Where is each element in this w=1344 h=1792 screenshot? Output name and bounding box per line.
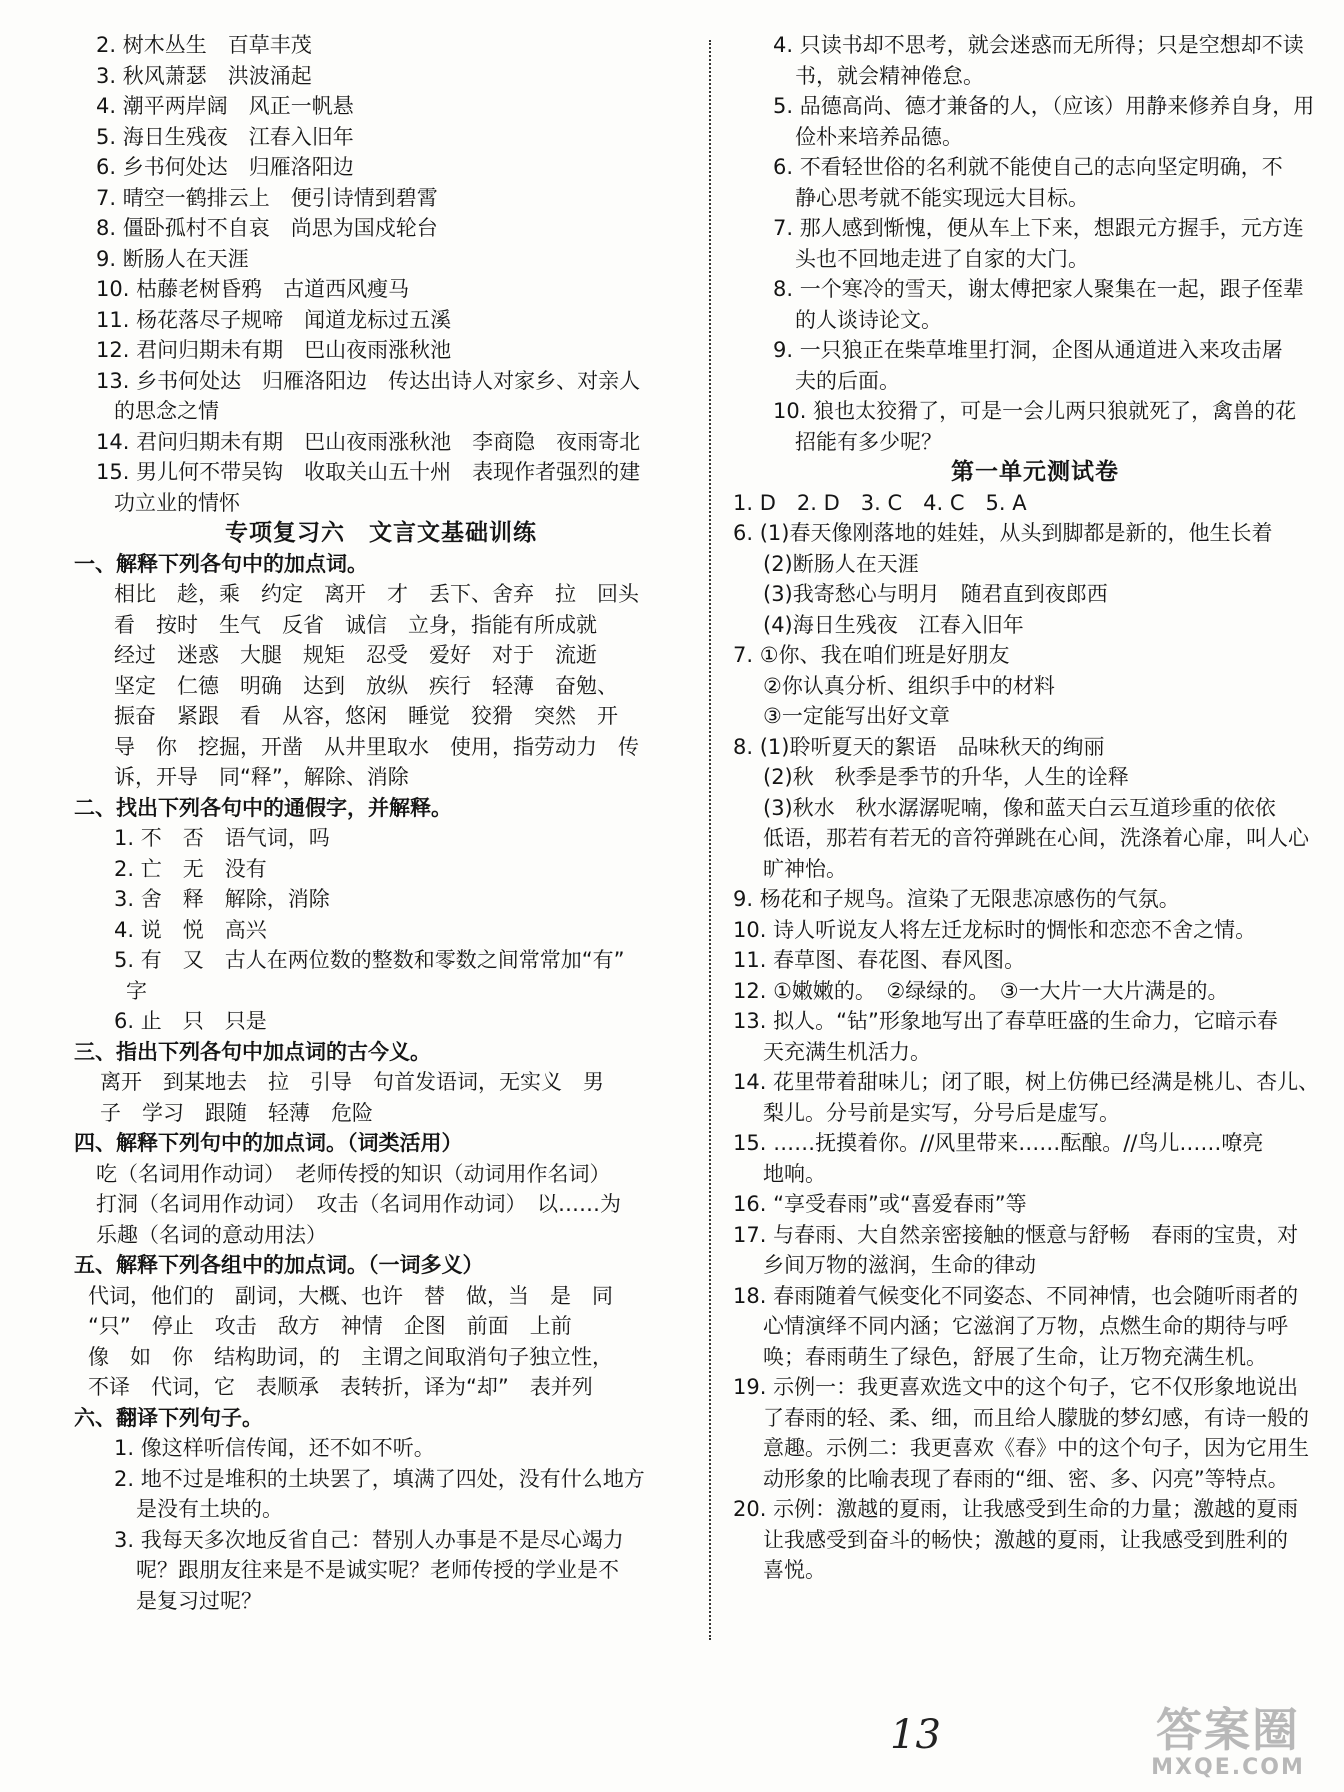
answer-line: 19. 示例一：我更喜欢选文中的这个句子，它不仅形象地说出 (733, 1375, 1299, 1399)
watermark-url: MXQE.COM (1151, 1755, 1305, 1780)
answer-line: 13. 拟人。“钻”形象地写出了春草旺盛的生命力，它暗示春 (733, 1009, 1278, 1033)
answer-line: (3)我寄愁心与明月 随君直到夜郎西 (763, 582, 1108, 606)
answer-line: 动形象的比喻表现了春雨的“细、密、多、闪亮”等特点。 (763, 1466, 1289, 1491)
answer-line: 子 学习 跟随 轻薄 危险 (100, 1100, 373, 1125)
answer-line: 6. 不看轻世俗的名利就不能使自己的志向坚定明确，不 (773, 155, 1283, 179)
answer-line: 14. 花里带着甜味儿；闭了眼，树上仿佛已经满是桃儿、杏儿、 (733, 1070, 1320, 1094)
answer-line: 6. 止 只 只是 (114, 1009, 267, 1033)
answer-line: 招能有多少呢？ (795, 429, 942, 454)
answer-line: 1. 不 否 语气词，吗 (114, 826, 330, 850)
answer-line: 2. 树木丛生 百草丰茂 (96, 33, 312, 57)
page-number: 13 (890, 1712, 941, 1758)
answer-line: 17. 与春雨、大自然亲密接触的惬意与舒畅 春雨的宝贵，对 (733, 1222, 1299, 1247)
answer-line: 2. 亡 无 没有 (114, 856, 267, 881)
answer-line: 字 (126, 978, 147, 1003)
answer-line: 2. 地不过是堆积的土块罢了，填满了四处，没有什么地方 (114, 1466, 645, 1491)
answer-line: 3. 我每天多次地反省自己：替别人办事是不是尽心竭力 (114, 1527, 624, 1552)
answer-line: 8. 僵卧孤村不自哀 尚思为国戍轮台 (96, 216, 438, 240)
answer-line: 不译 代词，它 表顺承 表转折，译为“却” 表并列 (88, 1375, 593, 1399)
answer-line: 7. ①你、我在咱们班是好朋友 (733, 643, 1010, 667)
answer-line: 诉，开导 同“释”，解除、消除 (114, 765, 409, 789)
section-heading: 第一单元测试卷 (951, 458, 1119, 485)
answer-line: 是没有土块的。 (136, 1497, 283, 1521)
answer-line: 13. 乡书何处达 归雁洛阳边 传达出诗人对家乡、对亲人 (96, 368, 641, 393)
answer-line: 呢？跟朋友往来是不是诚实呢？老师传授的学业是不 (136, 1558, 619, 1582)
answer-line: 6. (1)春天像刚落地的娃娃，从头到脚都是新的，他生长着 (733, 521, 1273, 545)
answer-line: 9. 断肠人在天涯 (96, 246, 249, 271)
answer-line: 1. D 2. D 3. C 4. C 5. A (733, 490, 1027, 515)
answer-line: 经过 迷惑 大腿 规矩 忍受 爱好 对于 流逝 (114, 643, 597, 667)
watermark-logo (1128, 1704, 1328, 1784)
answer-line: 意趣。示例二：我更喜欢《春》中的这个句子，因为它用生 (763, 1436, 1309, 1460)
answer-line: 相比 趁，乘 约定 离开 才 丢下、舍弃 拉 回头 (114, 582, 639, 606)
answer-line: 功立业的情怀 (114, 490, 240, 515)
answer-line: 是复习过呢？ (136, 1588, 262, 1613)
answer-line: 书，就会精神倦怠。 (795, 63, 984, 88)
left-column (74, 30, 688, 1616)
answer-line: 9. 杨花和子规鸟。渲染了无限悲凉感伤的气氛。 (733, 887, 1180, 911)
answer-line: “只” 停止 攻击 敌方 神情 企图 前面 上前 (88, 1314, 572, 1338)
answer-line: 12. 君问归期未有期 巴山夜雨涨秋池 (96, 338, 452, 362)
answer-line: 5. 海日生残夜 江春入旧年 (96, 124, 354, 149)
question-heading: 四、解释下列句中的加点词。（词类活用） (74, 1131, 463, 1155)
answer-line: 天充满生机活力。 (763, 1039, 931, 1064)
answer-line: 代词，他们的 副词，大概、也许 替 做，当 是 同 (88, 1283, 613, 1308)
answer-line: 10. 狼也太狡猾了，可是一会儿两只狼就死了，禽兽的花 (773, 399, 1297, 423)
question-heading: 三、指出下列各句中加点词的古今义。 (74, 1039, 431, 1064)
answer-line: 3. 秋风萧瑟 洪波涌起 (96, 63, 312, 88)
answer-line: 11. 杨花落尽子规啼 闻道龙标过五溪 (96, 307, 452, 332)
answer-line: 6. 乡书何处达 归雁洛阳边 (96, 155, 354, 179)
question-heading: 五、解释下列各组中的加点词。（一词多义） (74, 1253, 484, 1277)
answer-line: 18. 春雨随着气候变化不同姿态、不同神情，也会随听雨者的 (733, 1283, 1299, 1308)
answer-line: 了春雨的轻、柔、细，而且给人朦胧的梦幻感，有诗一般的 (763, 1405, 1309, 1430)
answer-line: 梨儿。分号前是实写，分号后是虚写。 (763, 1100, 1120, 1125)
answer-line: 唤；春雨萌生了绿色，舒展了生命，让万物充满生机。 (763, 1344, 1267, 1369)
answer-line: 8. 一个寒冷的雪天，谢太傅把家人聚集在一起，跟子侄辈 (773, 277, 1304, 301)
answer-line: (4)海日生残夜 江春入旧年 (763, 612, 1024, 637)
answer-line: 的思念之情 (114, 399, 219, 423)
answer-line: 看 按时 生气 反省 诚信 立身，指能有所成就 (114, 612, 597, 637)
answer-line: 像 如 你 结构助词，的 主谓之间取消句子独立性， (88, 1344, 613, 1369)
answer-line: 4. 说 悦 高兴 (114, 917, 267, 942)
answer-line: 头也不回地走进了自家的大门。 (795, 246, 1089, 271)
answer-line: 乡间万物的滋润，生命的律动 (763, 1253, 1036, 1277)
answer-line: 喜悦。 (763, 1558, 826, 1582)
answer-line: 乐趣（名词的意动用法） (96, 1222, 327, 1247)
answer-line: (2)断肠人在天涯 (763, 551, 919, 576)
answer-line: 7. 晴空一鹤排云上 便引诗情到碧霄 (96, 185, 438, 210)
answer-line: 14. 君问归期未有期 巴山夜雨涨秋池 李商隐 夜雨寄北 (96, 429, 641, 454)
answer-line: 的人谈诗论文。 (795, 307, 942, 332)
answer-line: 低语，那若有若无的音符弹跳在心间，洗涤着心扉，叫人心 (763, 826, 1309, 850)
answer-line: 让我感受到奋斗的畅快；激越的夏雨，让我感受到胜利的 (763, 1527, 1288, 1552)
answer-line: 7. 那人感到惭愧，便从车上下来，想跟元方握手，元方连 (773, 216, 1304, 240)
question-heading: 二、找出下列各句中的通假字，并解释。 (74, 795, 452, 820)
answer-line: 5. 品德高尚、德才兼备的人，（应该）用静来修养自身，用 (773, 94, 1315, 118)
answer-line: ③一定能写出好文章 (763, 704, 950, 728)
answer-line: ②你认真分析、组织手中的材料 (763, 673, 1055, 698)
answer-line: 吃（名词用作动词） 老师传授的知识（动词用作名词） (96, 1161, 611, 1186)
answer-line: 心情演绎不同内涵；它滋润了万物，点燃生命的期待与呼 (763, 1314, 1288, 1338)
column-divider (709, 40, 711, 1640)
section-heading: 专项复习六 文言文基础训练 (225, 519, 537, 546)
answer-line: 16. “享受春雨”或“喜爱春雨”等 (733, 1192, 1027, 1216)
answer-line: 夫的后面。 (795, 368, 900, 393)
answer-line: (2)秋 秋季是季节的升华，人生的诠释 (763, 765, 1129, 789)
right-column (733, 30, 1337, 1586)
watermark-text: 答案圈 (1156, 1703, 1300, 1757)
answer-line: 打洞（名词用作动词） 攻击（名词用作动词） 以……为 (96, 1192, 621, 1216)
answer-line: 振奋 紧跟 看 从容，悠闲 睡觉 狡猾 突然 开 (114, 704, 618, 728)
answer-line: 4. 潮平两岸阔 风正一帆悬 (96, 94, 354, 118)
answer-line: 导 你 挖掘，开凿 从井里取水 使用，指劳动力 传 (114, 734, 639, 759)
question-heading: 六、翻译下列句子。 (74, 1405, 263, 1430)
answer-line: 10. 诗人听说友人将左迁龙标时的惆怅和恋恋不舍之情。 (733, 917, 1257, 942)
answer-line: 20. 示例：激越的夏雨，让我感受到生命的力量；激越的夏雨 (733, 1497, 1299, 1521)
answer-line: 旷神怡。 (763, 856, 847, 881)
answer-line: 11. 春草图、春花图、春风图。 (733, 948, 1026, 972)
answer-line: 12. ①嫩嫩的。 ②绿绿的。 ③一大片一大片满是的。 (733, 978, 1229, 1003)
answer-line: 15. 男儿何不带吴钩 收取关山五十州 表现作者强烈的建 (96, 460, 641, 484)
answer-line: 9. 一只狼正在柴草堆里打洞，企图从通道进入来攻击屠 (773, 338, 1283, 362)
answer-line: 坚定 仁德 明确 达到 放纵 疾行 轻薄 奋勉、 (114, 673, 618, 698)
answer-line: 静心思考就不能实现远大目标。 (795, 185, 1089, 210)
question-heading: 一、解释下列各句中的加点词。 (74, 551, 368, 576)
answer-line: 15. ……抚摸着你。//风里带来……酝酿。//鸟儿……嘹亮 (733, 1131, 1264, 1155)
answer-line: (3)秋水 秋水潺潺呢喃，像和蓝天白云互道珍重的依依 (763, 795, 1276, 820)
answer-line: 10. 枯藤老树昏鸦 古道西风瘦马 (96, 277, 410, 301)
answer-line: 地响。 (763, 1161, 826, 1186)
answer-line: 3. 舍 释 解除，消除 (114, 887, 330, 911)
answer-line: 5. 有 又 古人在两位数的整数和零数之间常常加“有” (114, 948, 625, 972)
answer-line: 离开 到某地去 拉 引导 句首发语词，无实义 男 (100, 1070, 604, 1094)
answer-line: 1. 像这样听信传闻，还不如不听。 (114, 1436, 435, 1460)
answer-line: 俭朴来培养品德。 (795, 124, 963, 149)
answer-line: 8. (1)聆听夏天的絮语 品味秋天的绚丽 (733, 734, 1105, 759)
answer-line: 4. 只读书却不思考，就会迷惑而无所得；只是空想却不读 (773, 33, 1304, 57)
